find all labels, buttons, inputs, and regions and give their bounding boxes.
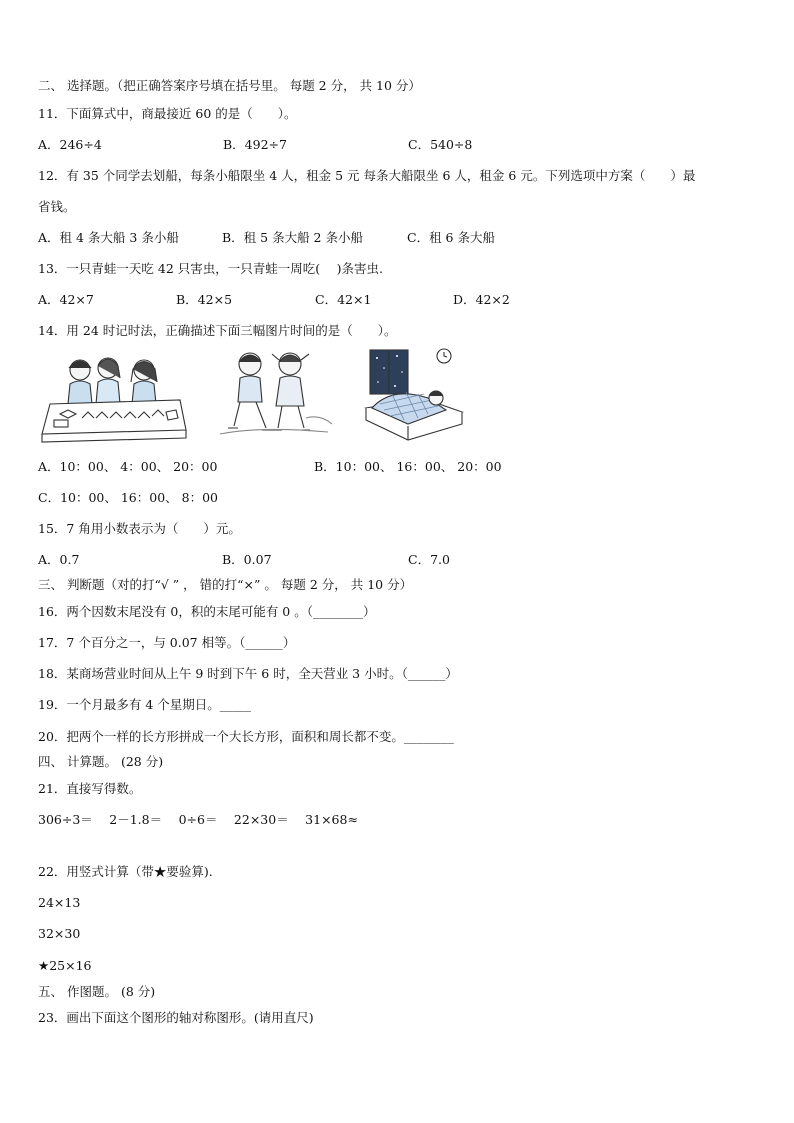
q13-option-a: A．42×7 xyxy=(38,292,94,307)
q14-stem: 14．用 24 时记时法，正确描述下面三幅图片时间的是（ ）。 xyxy=(38,323,397,338)
q18-statement: 18．某商场营业时间从上午 9 时到下午 6 时，全天营业 3 小时。（______） xyxy=(38,666,458,681)
section-2-title: 二、 选择题。（把正确答案序号填在括号里。 每题 2 分， 共 10 分） xyxy=(38,78,421,93)
children-walking-picture xyxy=(210,348,336,438)
section-3-title: 三、 判断题（对的打“√ ” ， 错的打“×” 。 每题 2 分， 共 10 分） xyxy=(38,577,413,592)
q11-option-b: B．492÷7 xyxy=(223,137,287,152)
children-folding-paper-picture xyxy=(38,348,190,444)
q21-items: 306÷3＝ 2－1.8＝ 0÷6＝ 22×30＝ 31×68≈ xyxy=(38,812,358,827)
q17-statement: 17．7 个百分之一，与 0.07 相等。（______） xyxy=(38,635,296,650)
q13-option-c: C．42×1 xyxy=(315,292,372,307)
q11-stem: 11．下面算式中，商最接近 60 的是（ ）。 xyxy=(38,106,297,121)
q15-option-a: A．0.7 xyxy=(38,552,80,567)
q12-stem-line1: 12．有 35 个同学去划船，每条小船限坐 4 人，租金 5 元 每条大船限坐 6 人，租金 6 元。下列选项中方案（ ）最 xyxy=(38,168,696,183)
q11-option-c: C．540÷8 xyxy=(408,137,473,152)
q12-option-c: C．租 6 条大船 xyxy=(407,230,495,245)
q20-statement: 20．把两个一样的长方形拼成一个大长方形，面积和周长都不变。________ xyxy=(38,729,454,744)
q12-stem-line2: 省钱。 xyxy=(38,199,76,214)
q14-option-c: C．10：00、 16：00、 8：00 xyxy=(38,490,218,505)
q12-option-a: A．租 4 条大船 3 条小船 xyxy=(38,230,179,245)
q11-option-a: A．246÷4 xyxy=(38,137,102,152)
q19-statement: 19．一个月最多有 4 个星期日。_____ xyxy=(38,697,252,712)
q21-stem: 21．直接写得数。 xyxy=(38,781,142,796)
q22-item-3: ★25×16 xyxy=(38,958,92,973)
q13-option-d: D．42×2 xyxy=(453,292,510,307)
q15-option-c: C．7.0 xyxy=(408,552,450,567)
q23-stem: 23．画出下面这个图形的轴对称图形。(请用直尺) xyxy=(38,1010,314,1025)
q12-option-b: B．租 5 条大船 2 条小船 xyxy=(222,230,363,245)
section-4-title: 四、 计算题。 (28 分) xyxy=(38,754,164,769)
q14-option-a: A．10：00、 4：00、 20：00 xyxy=(38,459,218,474)
q22-item-1: 24×13 xyxy=(38,895,81,910)
section-5-title: 五、 作图题。 (8 分) xyxy=(38,984,156,999)
q22-item-2: 32×30 xyxy=(38,926,81,941)
child-sleeping-picture xyxy=(362,346,466,444)
q13-option-b: B．42×5 xyxy=(176,292,233,307)
q16-statement: 16．两个因数末尾没有 0，积的末尾可能有 0 。（________） xyxy=(38,604,376,619)
q14-option-b: B．10：00、 16：00、 20：00 xyxy=(314,459,502,474)
q13-stem: 13．一只青蛙一天吃 42 只害虫，一只青蛙一周吃( )条害虫. xyxy=(38,261,383,276)
q15-option-b: B．0.07 xyxy=(222,552,272,567)
q15-stem: 15．7 角用小数表示为（ ）元。 xyxy=(38,521,241,536)
q22-stem: 22．用竖式计算（带★要验算). xyxy=(38,864,213,879)
